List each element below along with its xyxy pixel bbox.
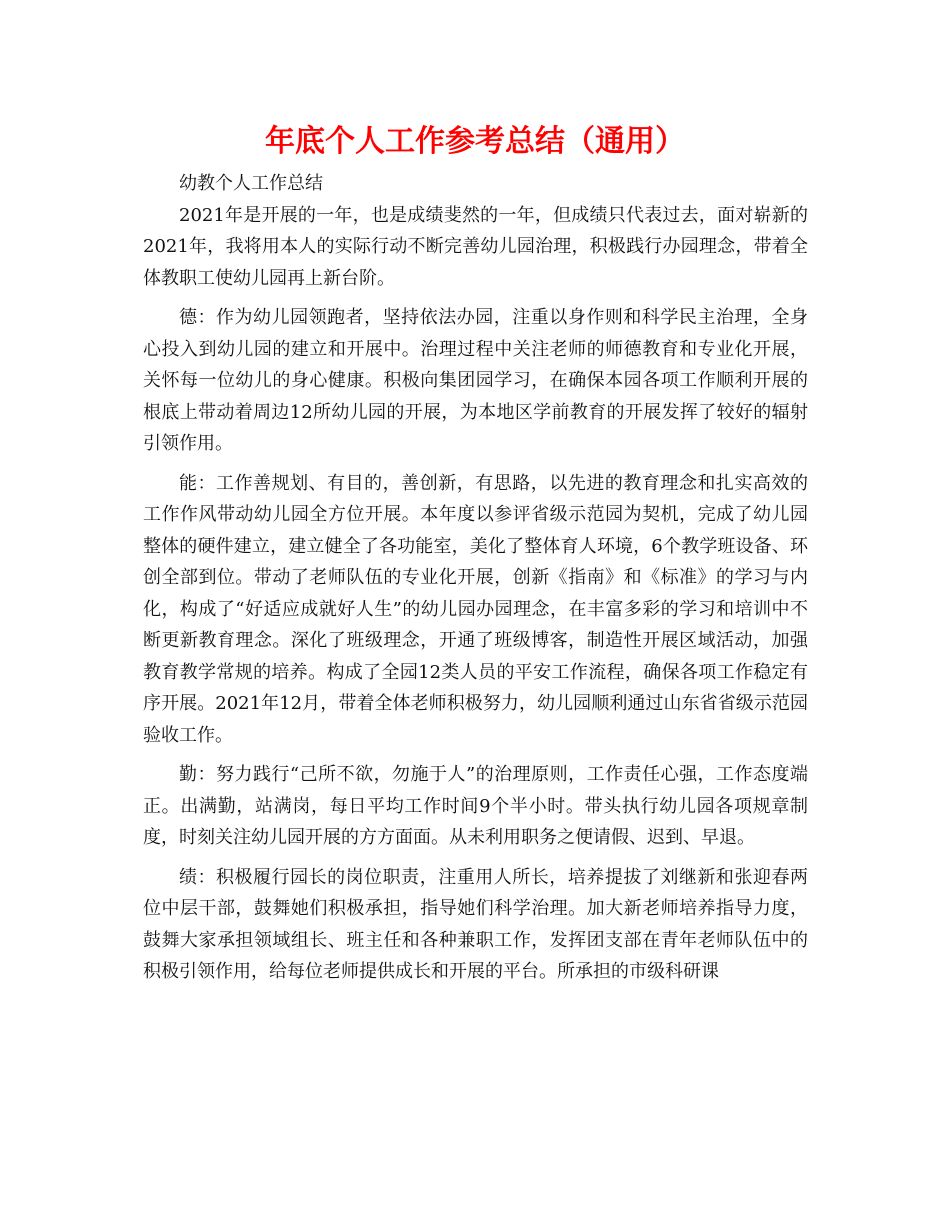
- document-body: [143, 168, 808, 996]
- paragraph-intro: 2021年是开展的一年，也是成绩斐然的一年，但成绩只代表过去，面对崭新的2021年，我将用本人的实际行动不断完善幼儿园治理，积极践行办园理念，带着全体教职工使幼儿园再上新台阶。: [143, 204, 808, 289]
- paragraph-de: 德：作为幼儿园领跑者，坚持依法办园，注重以身作则和科学民主治理，全身心投入到幼儿园的建立和开展中。治理过程中关注老师的师德教育和专业化开展，关怀每一位幼儿的身心健康。积极向集团园学习，在确保本园各项工作顺利开展的根底上带动着周边12所幼儿园的开展，为本地区学前教育的开展发挥了较好的辐射引领作用。: [143, 307, 808, 454]
- document-subtitle: 幼教个人工作总结: [179, 173, 323, 194]
- paragraph-ji: 绩：积极履行园长的岗位职责，注重用人所长，培养提拔了刘继新和张迎春两位中层干部，鼓舞她们积极承担，指导她们科学治理。加大新老师培养指导力度，鼓舞大家承担领域组长、班主任和各种兼职工作，发挥团支部在青年老师队伍中的积极引领作用，给每位老师提供成长和开展的平台。所承担的市级科研课: [143, 866, 808, 982]
- paragraph-neng: 能：工作善规划、有目的，善创新，有思路，以先进的教育理念和扎实高效的工作作风带动幼儿园全方位开展。本年度以参评省级示范园为契机，完成了幼儿园整体的硬件建立，建立健全了各功能室，美化了整体育人环境，6个教学班设备、环创全部到位。带动了老师队伍的专业化开展，创新《指南》和《标准》的学习与内化，构成了“好适应成就好人生”的幼儿园办园理念，在丰富多彩的学习和培训中不断更新教育理念。深化了班级理念，开通了班级博客，制造性开展区域活动，加强教育教学常规的培养。构成了全园12类人员的平安工作流程，确保各项工作稳定有序开展。2021年12月，带着全体老师积极努力，幼儿园顺利通过山东省省级示范园验收工作。: [143, 472, 808, 746]
- document-title: 年底个人工作参考总结（通用）: [265, 124, 685, 159]
- paragraph-qin: 勤：努力践行“己所不欲，勿施于人”的治理原则，工作责任心强，工作态度端正。出满勤，站满岗，每日平均工作时间9个半小时。带头执行幼儿园各项规章制度，时刻关注幼儿园开展的方方面面。从未利用职务之便请假、迟到、早退。: [143, 764, 808, 848]
